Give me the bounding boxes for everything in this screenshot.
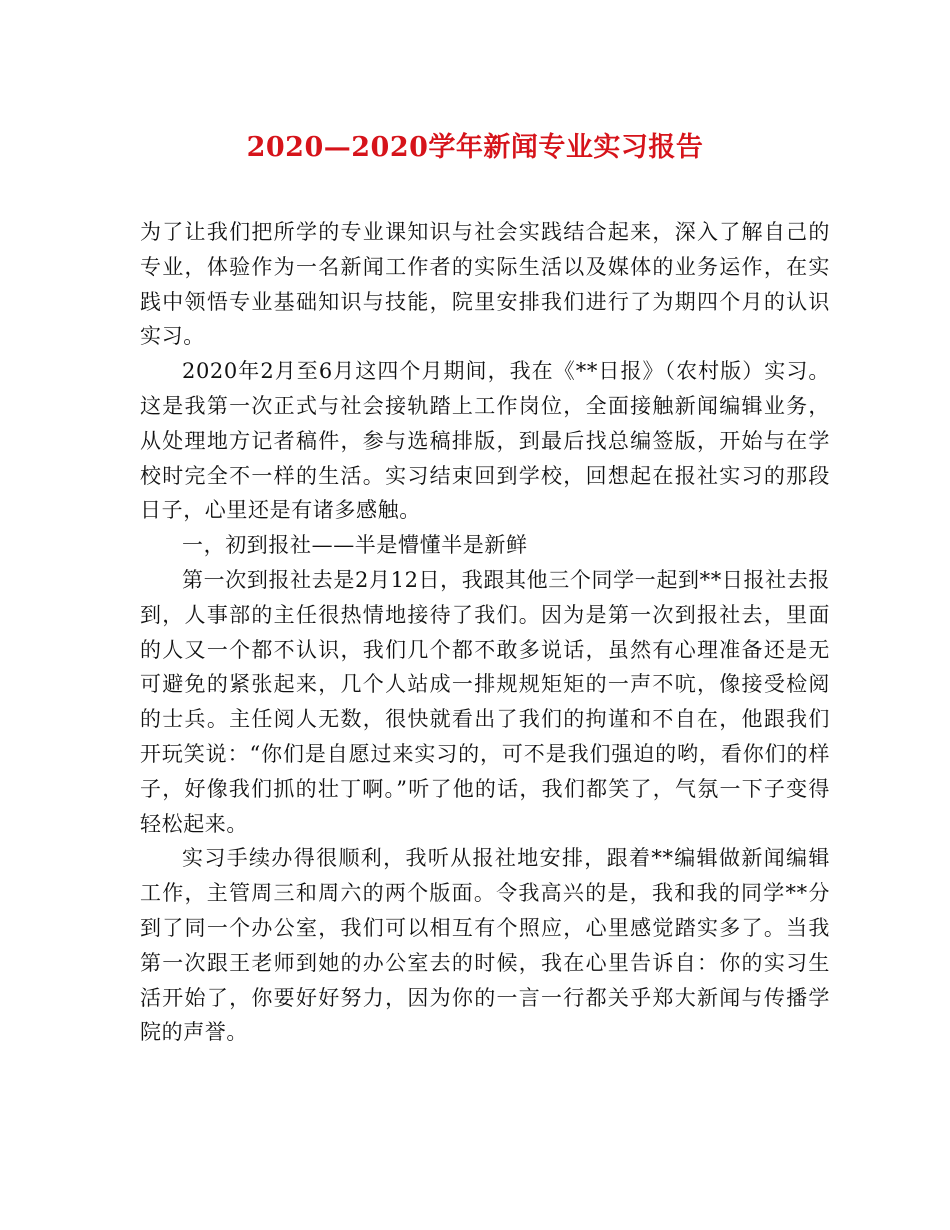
paragraph: 2020年2月至6月这四个月期间，我在《**日报》（农村版）实习。这是我第一次正式与社会接轨踏上工作岗位，全面接触新闻编辑业务，从处理地方记者稿件，参与选稿排版，到最后找总编签版，开始与在学校时完全不一样的生活。实习结束回到学校，回想起在报社实习的那段日子，心里还是有诸多感触。 — [140, 359, 830, 523]
document-title: 2020—2020学年新闻专业实习报告 — [246, 132, 704, 163]
paragraph: 实习手续办得很顺利，我听从报社地安排，跟着**编辑做新闻编辑工作，主管周三和周六的两个版面。令我高兴的是，我和我的同学**分到了同一个办公室，我们可以相互有个照应，心里感觉踏实多了。当我第一次跟王老师到她的办公室去的时候，我在心里告诉自：你的实习生活开始了，你要好好努力，因为你的一言一行都关乎郑大新闻与传播学院的声誉。 — [140, 846, 830, 1045]
document-body — [140, 215, 830, 1050]
section-heading: 一，初到报社——半是懵懂半是新鲜 — [182, 533, 528, 558]
paragraph: 第一次到报社去是2月12日，我跟其他三个同学一起到**日报社去报到，人事部的主任很热情地接待了我们。因为是第一次到报社去，里面的人又一个都不认识，我们几个都不敢多说话，虽然有心理准备还是无可避免的紧张起来，几个人站成一排规规矩矩的一声不吭，像接受检阅的士兵。主任阅人无数，很快就看出了我们的拘谨和不自在，他跟我们开玩笑说：“你们是自愿过来实习的，可不是我们强迫的哟，看你们的样子，好像我们抓的壮丁啊。”听了他的话，我们都笑了，气氛一下子变得轻松起来。 — [140, 567, 830, 836]
paragraph: 为了让我们把所学的专业课知识与社会实践结合起来，深入了解自己的专业，体验作为一名新闻工作者的实际生活以及媒体的业务运作，在实践中领悟专业基础知识与技能，院里安排我们进行了为期四个月的认识实习。 — [140, 220, 830, 349]
